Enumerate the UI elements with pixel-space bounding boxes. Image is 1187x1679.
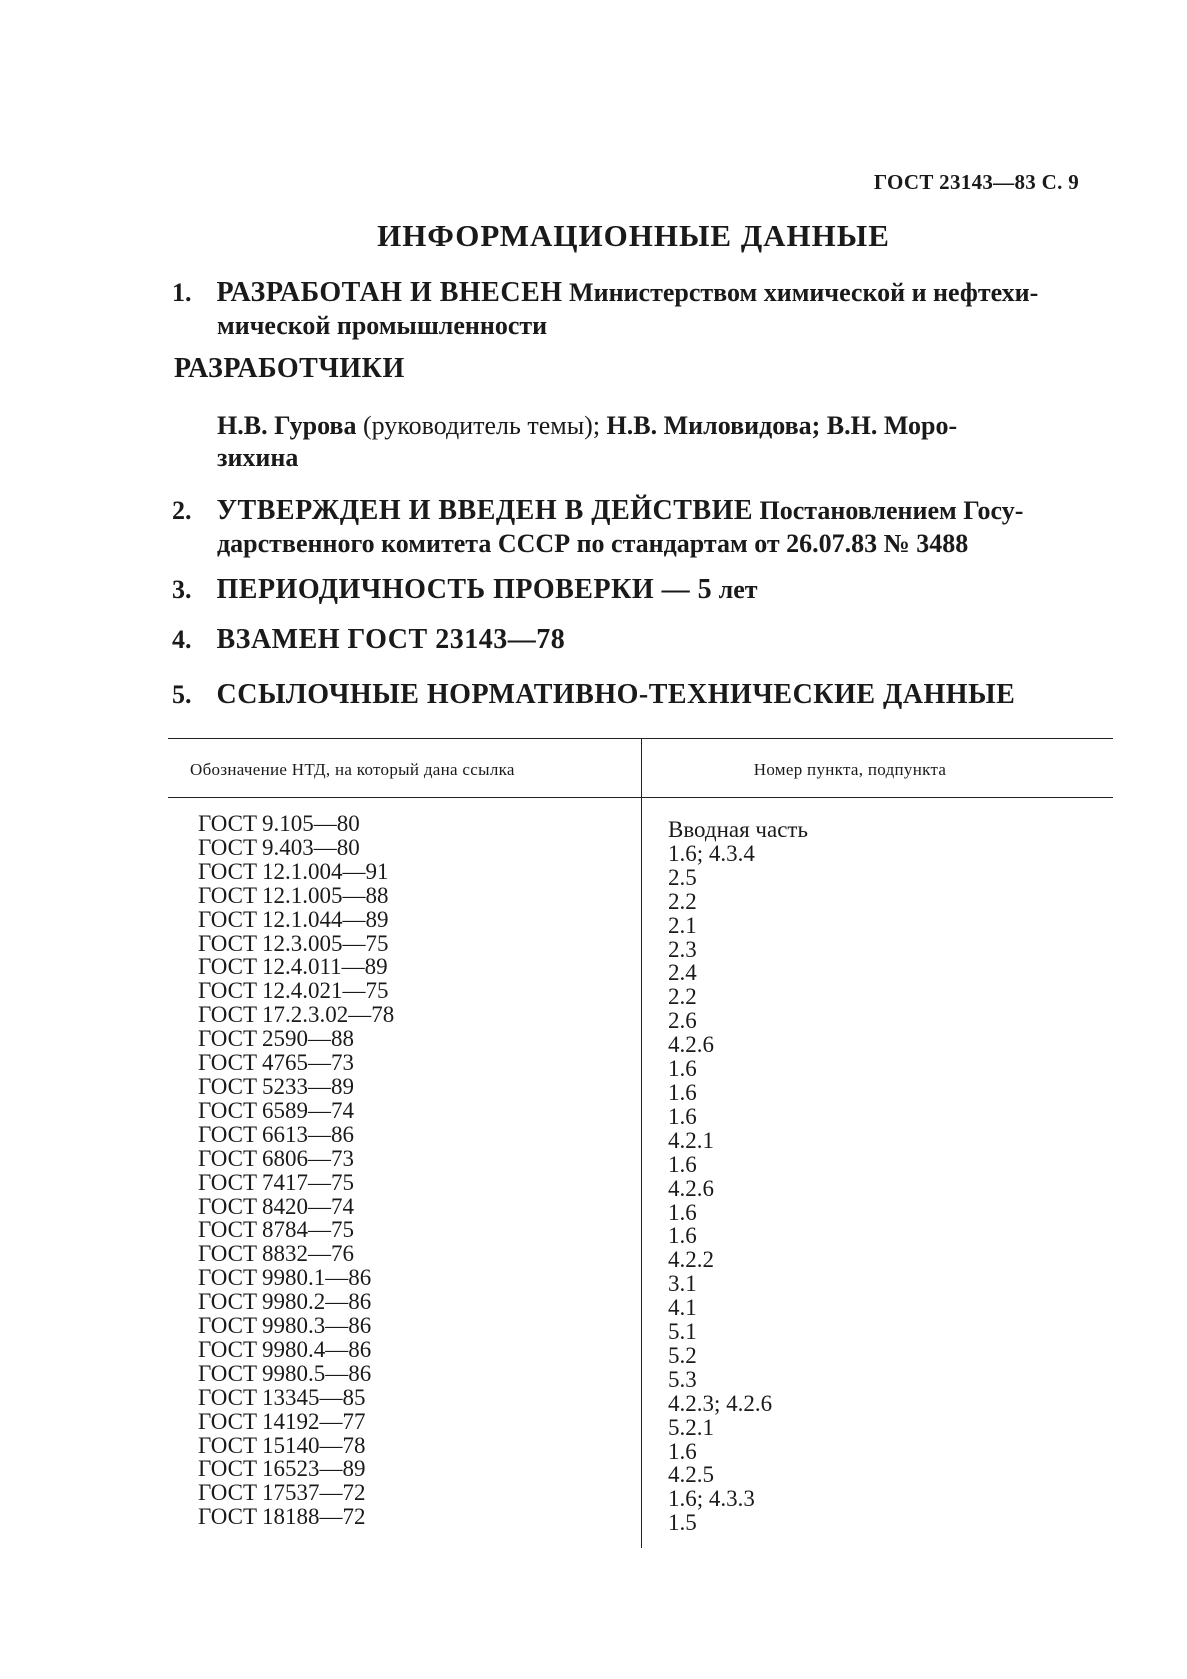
standard-number: 9.105—80 xyxy=(262,811,360,836)
item-number: 2. xyxy=(172,496,192,525)
item-caption: ПЕРИОДИЧНОСТЬ ПРОВЕРКИ — 5 xyxy=(216,574,713,605)
table-row-standard xyxy=(198,1434,618,1458)
standard-prefix: ГОСТ xyxy=(198,1217,258,1243)
table-row-standard xyxy=(198,1386,618,1410)
clause-reference: Вводная часть xyxy=(668,817,808,842)
item-developed-by xyxy=(172,276,1112,342)
table-row-standard xyxy=(198,884,618,908)
table-row-standard xyxy=(198,1362,618,1386)
standard-number: 9980.1—86 xyxy=(262,1265,372,1291)
table-row-standard xyxy=(198,1195,618,1219)
standard-prefix: ГОСТ xyxy=(198,1169,258,1195)
table-row-standard xyxy=(198,1242,618,1266)
standard-prefix: ГОСТ xyxy=(198,978,258,1004)
item-caption: ВЗАМЕН ГОСТ 23143—78 xyxy=(216,624,566,655)
table-column-divider xyxy=(641,738,642,1548)
standard-number: 8420—74 xyxy=(262,1193,354,1219)
standard-number: 12.1.004—91 xyxy=(262,858,389,884)
table-row-standard xyxy=(198,932,618,956)
table-row-standard xyxy=(198,955,618,979)
standard-number: 5233—89 xyxy=(262,1073,354,1099)
clause-reference: 5.3 xyxy=(668,1366,697,1392)
table-row-standard xyxy=(198,1051,618,1075)
clause-reference: 2.2 xyxy=(668,888,697,914)
standard-number: 16523—89 xyxy=(262,1456,366,1482)
clause-reference: 1.6 xyxy=(668,1103,697,1129)
standard-prefix: ГОСТ xyxy=(198,1289,258,1315)
standard-prefix: ГОСТ xyxy=(198,1265,258,1291)
item-number: 3. xyxy=(172,575,192,604)
standard-prefix: ГОСТ xyxy=(198,882,258,908)
standard-number: 9980.5—86 xyxy=(262,1360,372,1386)
table-row-standard xyxy=(198,1075,618,1099)
table-row-standard xyxy=(198,836,618,860)
developers-heading: РАЗРАБОТЧИКИ xyxy=(174,353,405,384)
item-replaces xyxy=(172,623,1112,656)
standard-prefix: ГОСТ xyxy=(198,906,258,932)
standard-prefix: ГОСТ xyxy=(198,1145,258,1171)
standard-prefix: ГОСТ xyxy=(198,1121,258,1147)
clause-reference: 4.2.1 xyxy=(668,1127,714,1153)
standard-number: 4765—73 xyxy=(262,1050,354,1076)
table-row-standard xyxy=(198,1410,618,1434)
standard-number: 9980.4—86 xyxy=(262,1336,372,1362)
standard-prefix: ГОСТ xyxy=(198,1408,258,1434)
standard-prefix: ГОСТ xyxy=(198,1193,258,1219)
table-row-standard xyxy=(198,1171,618,1195)
table-row-standard xyxy=(198,1338,618,1362)
item-number: 5. xyxy=(172,680,192,709)
table-row-standard xyxy=(198,1099,618,1123)
standard-number: 12.4.011—89 xyxy=(262,954,388,980)
table-row-standard xyxy=(198,860,618,884)
standard-number: 8832—76 xyxy=(262,1241,354,1267)
clause-reference: 4.2.6 xyxy=(668,1175,714,1201)
table-row-standard xyxy=(198,1003,618,1027)
table-row-standard xyxy=(198,1314,618,1338)
item-approved xyxy=(172,494,1112,560)
standard-prefix: ГОСТ xyxy=(198,834,258,860)
standard-number: 9.403—80 xyxy=(262,834,360,860)
table-row-standard xyxy=(198,979,618,1003)
table-row-standard xyxy=(198,1457,618,1481)
standard-prefix: ГОСТ xyxy=(198,1002,258,1028)
standard-prefix: ГОСТ xyxy=(198,811,258,836)
table-row-standard xyxy=(198,1123,618,1147)
standard-number: 2590—88 xyxy=(262,1026,354,1052)
developer-1: Н.В. Гурова xyxy=(217,411,357,440)
table-row-standard xyxy=(198,1481,618,1505)
standard-prefix: ГОСТ xyxy=(198,1073,258,1099)
item-references xyxy=(172,678,1112,711)
developer-2-3: Н.В. Миловидова; В.Н. Моро- xyxy=(606,411,958,440)
clause-reference: 1.6; 4.3.4 xyxy=(668,840,755,866)
item-caption: УТВЕРЖДЕН И ВВЕДЕН В ДЕЙСТВИЕ xyxy=(216,495,754,526)
item-text: Министерством химической и нефтехи- xyxy=(569,278,1039,307)
clause-reference: 4.2.3; 4.2.6 xyxy=(668,1390,773,1416)
standard-number: 17537—72 xyxy=(262,1480,366,1506)
standard-number: 12.4.021—75 xyxy=(262,978,389,1004)
clause-reference: 2.2 xyxy=(668,984,697,1010)
developer-1-role: (руководитель темы); xyxy=(362,411,601,440)
standard-number: 9980.2—86 xyxy=(262,1289,372,1315)
table-row-standard xyxy=(198,1027,618,1051)
item-caption: РАЗРАБОТАН И ВНЕСЕН xyxy=(216,277,563,308)
item-continuation: мической промышленности xyxy=(217,311,548,340)
standard-number: 12.3.005—75 xyxy=(262,930,389,956)
standard-number: 8784—75 xyxy=(262,1217,354,1243)
standard-number: 14192—77 xyxy=(262,1408,366,1434)
standard-number: 6613—86 xyxy=(262,1121,354,1147)
standard-prefix: ГОСТ xyxy=(198,1360,258,1386)
item-number: 4. xyxy=(172,625,192,654)
standard-prefix: ГОСТ xyxy=(198,1241,258,1267)
standards-column xyxy=(198,812,618,1529)
clause-reference: 4.2.5 xyxy=(668,1462,714,1488)
clause-reference: 1.6 xyxy=(668,1056,697,1082)
standard-number: 18188—72 xyxy=(262,1504,366,1530)
clause-reference: 4.2.6 xyxy=(668,1032,714,1058)
table-row-standard xyxy=(198,1147,618,1171)
clause-reference: 5.2.1 xyxy=(668,1414,714,1440)
table-row-standard xyxy=(198,1290,618,1314)
standard-number: 7417—75 xyxy=(262,1169,354,1195)
document-title: ИНФОРМАЦИОННЫЕ ДАННЫЕ xyxy=(377,218,890,253)
item-text: лет xyxy=(718,575,758,604)
standard-prefix: ГОСТ xyxy=(198,1456,258,1482)
item-text: Постановлением Госу- xyxy=(759,496,1024,525)
clause-reference: 2.5 xyxy=(668,864,697,890)
standard-prefix: ГОСТ xyxy=(198,1026,258,1052)
clause-reference: 1.6 xyxy=(668,1079,697,1105)
table-row-standard xyxy=(198,1505,618,1529)
column-header-clause: Номер пункта, подпункта xyxy=(753,760,947,779)
clause-reference: 3.1 xyxy=(668,1271,697,1297)
standard-number: 15140—78 xyxy=(262,1432,366,1458)
standard-prefix: ГОСТ xyxy=(198,858,258,884)
table-row-standard xyxy=(198,812,618,836)
clause-reference: 2.3 xyxy=(668,936,697,962)
standard-prefix: ГОСТ xyxy=(198,1432,258,1458)
standard-number: 13345—85 xyxy=(262,1384,366,1410)
standard-prefix: ГОСТ xyxy=(198,930,258,956)
clause-reference: 1.6 xyxy=(668,1199,697,1225)
standard-prefix: ГОСТ xyxy=(198,954,258,980)
page-header: ГОСТ 23143—83 С. 9 xyxy=(873,170,1079,194)
standard-number: 17.2.3.02—78 xyxy=(262,1002,395,1028)
standard-number: 12.1.044—89 xyxy=(262,906,389,932)
clause-reference: 4.2.2 xyxy=(668,1247,714,1273)
standard-prefix: ГОСТ xyxy=(198,1384,258,1410)
clauses-column xyxy=(668,818,1088,1535)
clause-reference: 5.2 xyxy=(668,1342,697,1368)
developer-3-cont: зихина xyxy=(217,443,299,472)
column-header-document: Обозначение НТД, на который дана ссылка xyxy=(190,760,515,779)
clause-reference: 1.6 xyxy=(668,1223,697,1249)
standard-prefix: ГОСТ xyxy=(198,1050,258,1076)
table-row-standard xyxy=(198,1266,618,1290)
standard-prefix: ГОСТ xyxy=(198,1504,258,1530)
item-review-period xyxy=(172,573,1112,606)
standard-number: 12.1.005—88 xyxy=(262,882,389,908)
standard-number: 6589—74 xyxy=(262,1097,354,1123)
standard-prefix: ГОСТ xyxy=(198,1097,258,1123)
clause-reference: 1.6; 4.3.3 xyxy=(668,1486,755,1512)
table-row-standard xyxy=(198,1218,618,1242)
table-row-standard xyxy=(198,908,618,932)
item-number: 1. xyxy=(172,278,192,307)
standard-number: 6806—73 xyxy=(262,1145,354,1171)
standard-prefix: ГОСТ xyxy=(198,1480,258,1506)
item-continuation: дарственного комитета СССР по стандартам от 26.07.83 № 3488 xyxy=(217,529,969,558)
clause-reference: 1.5 xyxy=(668,1510,697,1536)
standard-prefix: ГОСТ xyxy=(198,1336,258,1362)
standard-number: 9980.3—86 xyxy=(262,1313,372,1339)
clause-reference: 2.6 xyxy=(668,1008,697,1034)
developers-list xyxy=(217,410,1117,474)
standard-prefix: ГОСТ xyxy=(198,1313,258,1339)
clause-reference: 2.1 xyxy=(668,912,697,938)
clause-reference: 2.4 xyxy=(668,960,697,986)
clause-reference: 5.1 xyxy=(668,1319,697,1345)
clause-reference: 1.6 xyxy=(668,1151,697,1177)
clause-reference: 1.6 xyxy=(668,1438,697,1464)
clause-reference: 4.1 xyxy=(668,1295,697,1321)
item-caption: ССЫЛОЧНЫЕ НОРМАТИВНО-ТЕХНИЧЕСКИЕ ДАННЫЕ xyxy=(216,679,1016,710)
